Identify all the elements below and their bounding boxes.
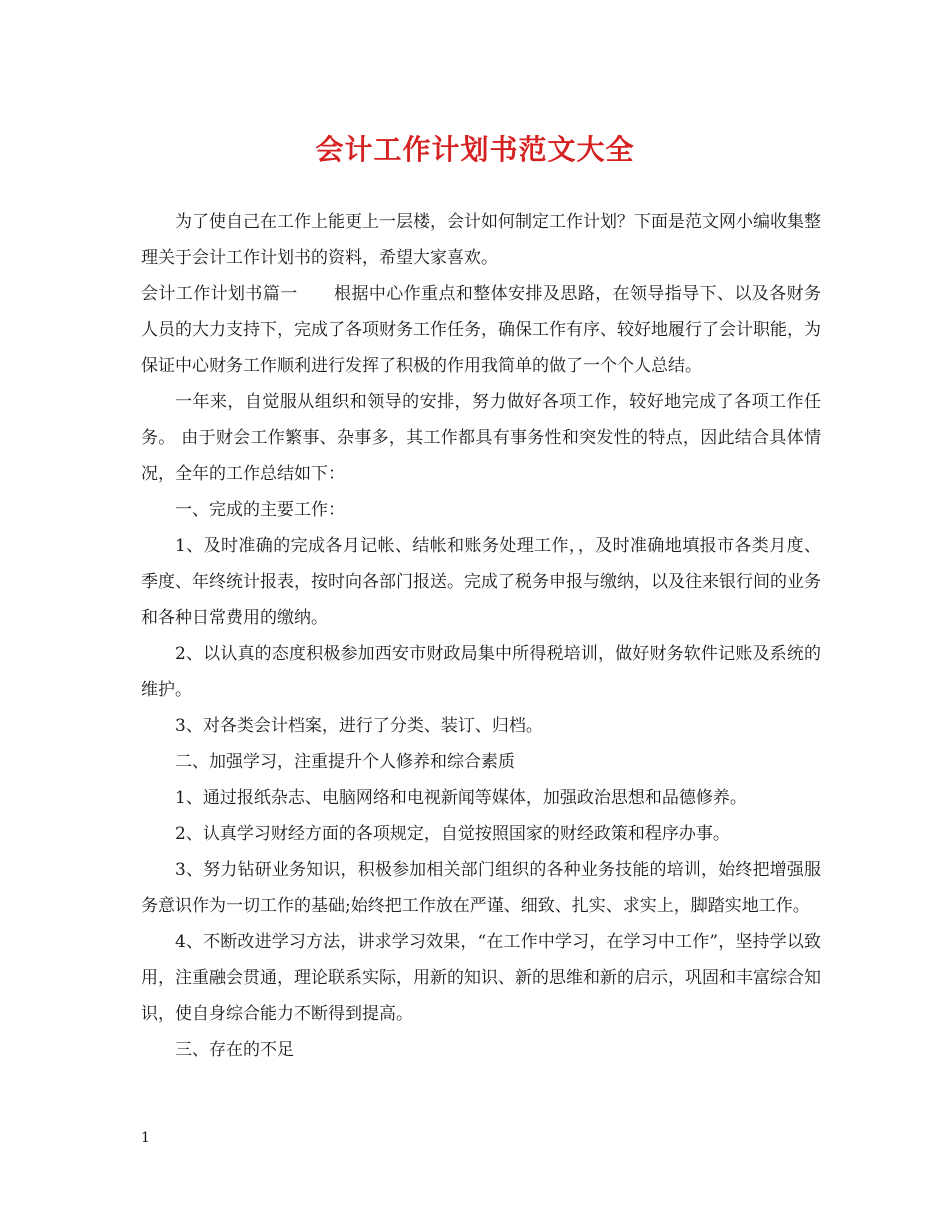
item-2-4: 4、不断改进学习方法，讲求学习效果，“在工作中学习，在学习中工作”，坚持学以致用，注重融会贯通，理论联系实际，用新的知识、新的思维和新的启示，巩固和丰富综合知识，使自身综合能力不断得到提高。 — [141, 932, 821, 1024]
year-paragraph: 一年来，自觉服从组织和领导的安排，努力做好各项工作，较好地完成了各项工作任务。 由于财会工作繁事、杂事多，其工作都具有事务性和突发性的特点，因此结合具体情况，全年的工作总结如下： — [141, 392, 821, 484]
intro-paragraph: 为了使自己在工作上能更上一层楼，会计如何制定工作计划？下面是范文网小编收集整理关于会计工作计划书的资料，希望大家喜欢。 — [141, 212, 821, 268]
page-number: 1 — [141, 1130, 150, 1146]
item-2-3: 3、努力钻研业务知识，积极参加相关部门组织的各种业务技能的培训，始终把增强服务意识作为一切工作的基础;始终把工作放在严谨、细致、扎实、求实上，脚踏实地工作。 — [141, 860, 821, 916]
section1-heading: 会计工作计划书篇一 — [141, 284, 298, 304]
item-1-1: 1、及时准确的完成各月记帐、结帐和账务处理工作，，及时准确地填报市各类月度、季度、年终统计报表，按时向各部门报送。完成了税务申报与缴纳，以及往来银行间的业务和各种日常费用的缴纳。 — [141, 536, 821, 628]
section1-text: 根据中心作重点和整体安排及思路，在领导指导下、以及各财务人员的大力支持下，完成了各项财务工作任务，确保工作有序、较好地履行了会计职能，为保证中心财务工作顺利进行发挥了积极的作用我简单的做了一个个人总结。 — [141, 284, 822, 376]
item-2-2: 2、认真学习财经方面的各项规定，自觉按照国家的财经政策和程序办事。 — [175, 824, 730, 844]
document-title: 会计工作计划书范文大全 — [315, 133, 635, 166]
heading-main-work: 一、完成的主要工作： — [175, 500, 345, 520]
heading-shortcomings: 三、存在的不足 — [175, 1040, 294, 1060]
heading-study: 二、加强学习，注重提升个人修养和综合素质 — [175, 752, 515, 772]
section1-paragraph — [141, 276, 821, 384]
item-1-2: 2、以认真的态度积极参加西安市财政局集中所得税培训，做好财务软件记账及系统的维护。 — [141, 644, 821, 700]
item-1-3: 3、对各类会计档案，进行了分类、装订、归档。 — [175, 716, 543, 736]
item-2-1: 1、通过报纸杂志、电脑网络和电视新闻等媒体，加强政治思想和品德修养。 — [175, 788, 747, 808]
document-body — [141, 204, 821, 1068]
